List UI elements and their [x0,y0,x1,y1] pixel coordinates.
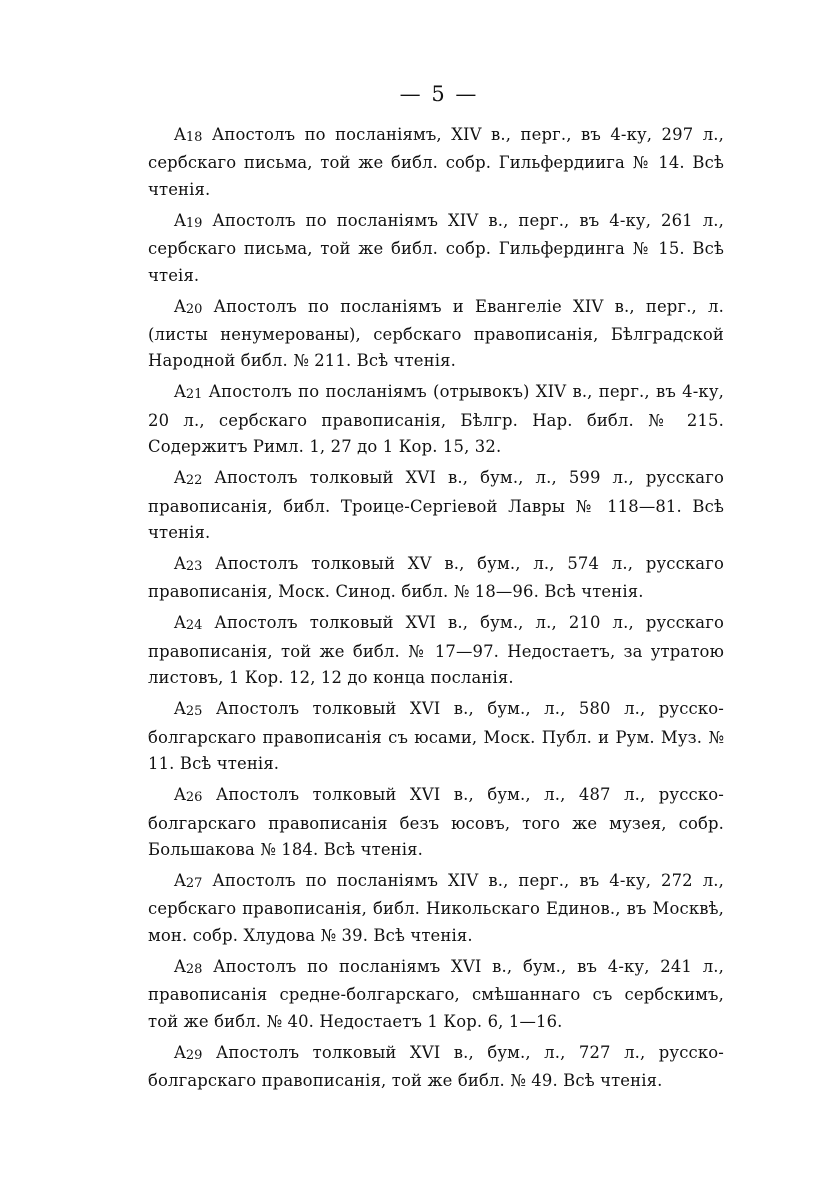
siglum: A18 [174,125,203,145]
manuscript-entry-a24 [148,610,724,691]
siglum: A28 [174,956,203,977]
siglum: A21 [174,382,203,403]
manuscript-entry-a21 [148,379,724,460]
entry-text: Апостолъ толковый XVI в., бум., л., 487 л., русско-болгарскаго правописанія безъ юсовъ, того же музея, собр. Большакова № 184. Всѣ чтенія. [148,785,724,859]
manuscript-entry-a19 [148,208,724,289]
entry-text: Апостолъ толковый XVI в., бум., л., 599 л., русскаго правописанія, библ. Троице-Сергіевой Лавры № 118—81. Всѣ чтенія. [148,468,724,543]
manuscript-entry-a20 [148,294,724,375]
manuscript-entry-a27 [148,868,724,949]
entry-text: Апостолъ по посланіямъ, XIV в., перг., въ 4-ку, 297 л., сербскаго письма, той же библ. собр. Гильфердиига № 14. Всѣ чтенія. [148,125,724,199]
siglum: A26 [174,785,203,806]
siglum: A29 [174,1042,203,1063]
manuscript-entry-a18 [148,122,724,203]
page-number: — 5 — [399,82,479,106]
siglum: A20 [174,296,203,317]
siglum: A27 [174,870,203,891]
entry-text: Апостолъ по посланіямъ XIV в., перг., въ 4-ку, 272 л., сербскаго правописанія, библ. Никольскаго Единов., въ Москвѣ, мон. собр. Хлудова № 39. Всѣ чтенія. [148,870,724,945]
entry-text: Апостолъ толковый XV в., бум., л., 574 л., русскаго правописанія, Моск. Синод. библ. № 18—96. Всѣ чтенія. [148,554,724,602]
siglum: A24 [174,613,203,634]
entry-text: Апостолъ толковый XVI в., бум., л., 210 л., русскаго правописанія, той же библ. № 17—97. Недостаетъ, за утратою листовъ, 1 Кор. 12, 12 до конца посланія. [148,613,724,688]
manuscript-entry-a29 [148,1040,724,1095]
entry-text: Апостолъ толковый XVI в., бум., л., 727 л., русско-болгарскаго правописанія, той же библ. № 49. Всѣ чтенія. [148,1042,724,1090]
entry-text: Апостолъ по посланіямъ XIV в., перг., въ 4-ку, 261 л., сербскаго письма, той же библ. собр. Гильфердинга № 15. Всѣ чтеія. [148,210,724,285]
entry-text: Апостолъ по посланіямъ XVI в., бум., въ 4-ку, 241 л., правописанія средне-болгарскаго, смѣшаннаго съ сербскимъ, той же библ. № 40. Недостаетъ 1 Кор. 6, 1—16. [148,956,724,1031]
siglum: A19 [174,210,203,231]
entry-text: Апостолъ по посланіямъ и Евангеліе XIV в., перг., л. (листы ненумерованы), сербскаго правописанія, Бѣлградской Народной библ. № 211. Всѣ чтенія. [148,296,724,371]
entry-text: Апостолъ по посланіямъ (отрывокъ) XIV в., перг., въ 4-ку, 20 л., сербскаго правописанія, Бѣлгр. Нар. библ. № 215. Содержитъ Римл. 1, 27 до 1 Кор. 15, 32. [148,382,724,457]
siglum: A23 [174,554,203,575]
manuscript-list [148,122,724,1099]
manuscript-entry-a26 [148,782,724,863]
manuscript-entry-a28 [148,954,724,1035]
manuscript-entry-a23 [148,551,724,606]
manuscript-entry-a25 [148,696,724,777]
entry-text: Апостолъ толковый XVI в., бум., л., 580 л., русско-болгарскаго правописанія съ юсами, Моск. Публ. и Рум. Муз. № 11. Всѣ чтенія. [148,699,724,774]
manuscript-entry-a22 [148,465,724,546]
siglum: A22 [174,468,203,489]
siglum: A25 [174,699,203,720]
